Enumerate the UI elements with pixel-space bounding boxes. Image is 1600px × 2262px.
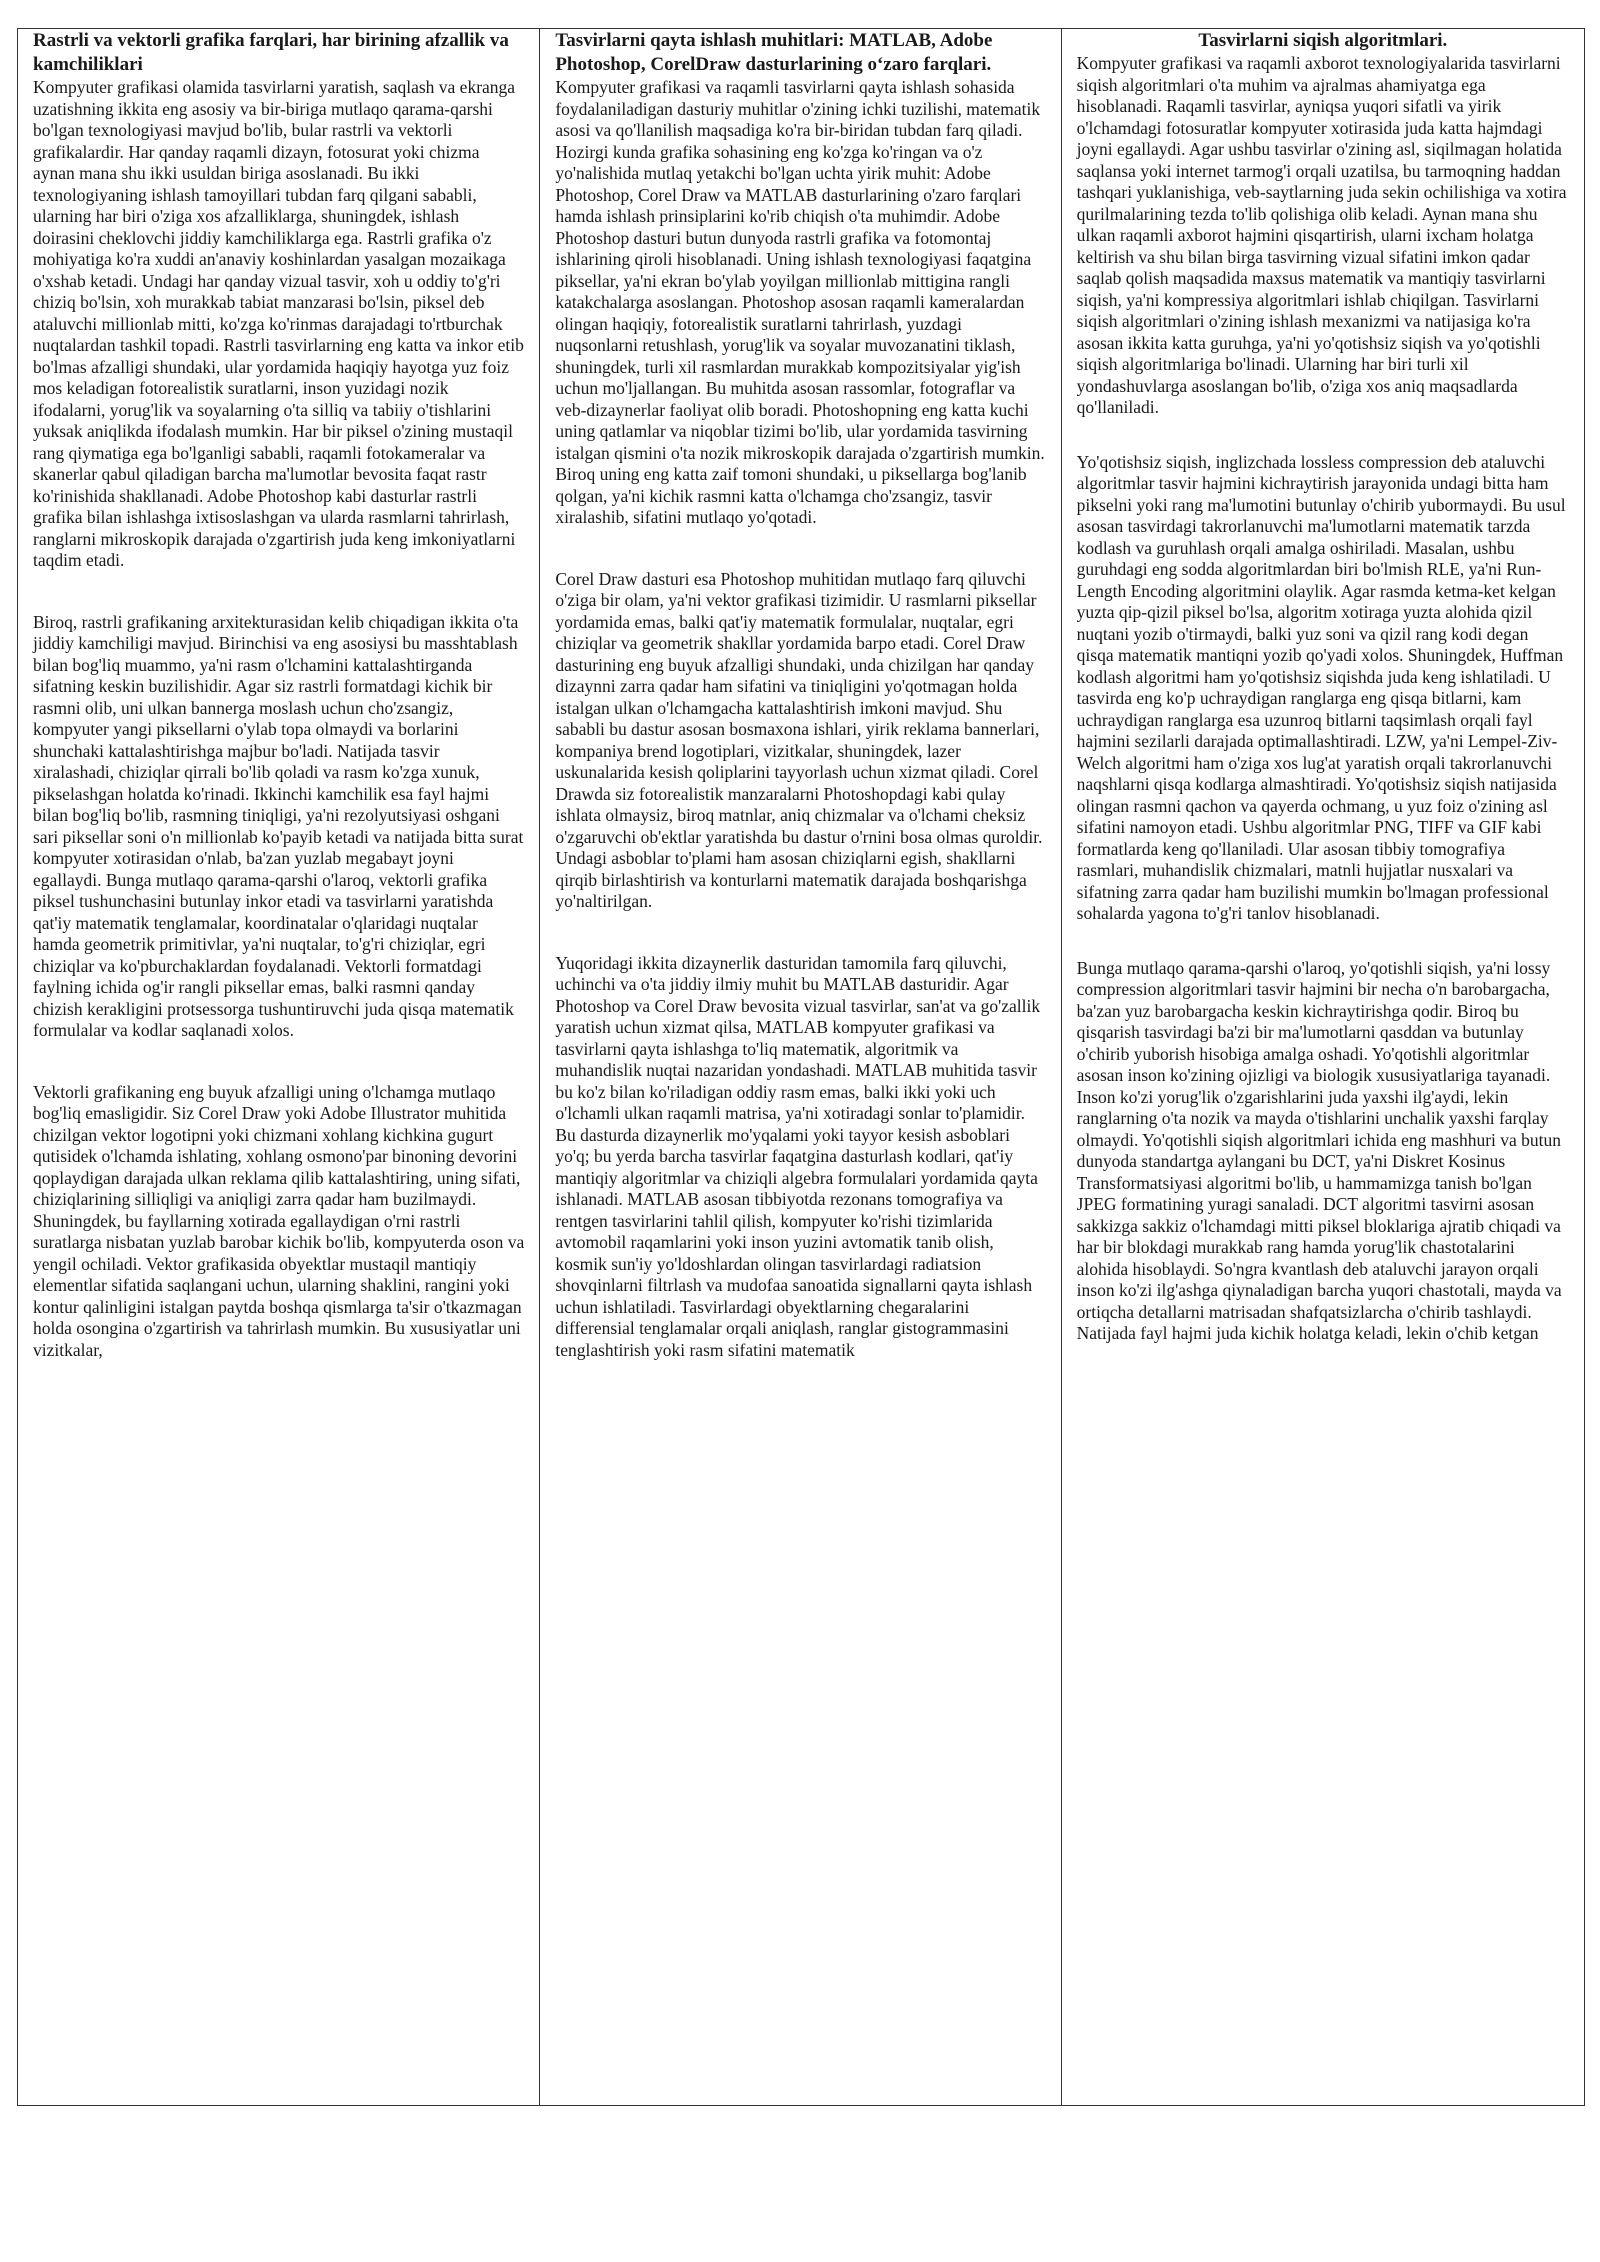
column-title: Rastrli va vektorli grafika farqlari, har birining afzallik va kamchiliklari xyxy=(33,30,509,75)
paragraph: Vektorli grafikaning eng buyuk afzalligi uning o'lchamga mutlaqo bog'liq emasligidir. Siz Corel Draw yoki Adobe Illustrator muhitida chizilgan vektor logotipni yoki chizmani xohlang kichkina gugurt qutisidek o'lchamda ishlating, xohlang osmono'par binoning devorini qoplaydigan darajada ulkan reklama qilib kattalashtiring, uning sifati, chiziqlarining silliqligi va aniqligi zarra qadar ham buzilmaydi. Shuningdek, bu fayllarning xotirada egallaydigan o'rni rastrli suratlarga nisbatan yuzlab barobar kichik bo'lib, kompyuterda oson va yengil ochiladi. Vektor grafikasida obyektlar mustaqil mantiqiy elementlar sifatida saqlangani uchun, ularning shaklini, rangini yoki kontur qalinligini istalgan paytda boshqa qismlarga ta'sir o'tkazmagan holda osongina o'zgartirish va tahrirlash mumkin. Bu xususiyatlar uni vizitkalar, xyxy=(33,1081,525,1360)
document-table xyxy=(17,28,1585,2106)
paragraph: Bunga mutlaqo qarama-qarshi o'laroq, yo'qotishli siqish, ya'ni lossy compression algoritmlari tasvir hajmini bir necha o'n barobargacha, ba'zan yuz barobargacha keskin kichraytirishga qodir. Biroq bu qisqarish tasvirdagi ba'zi bir ma'lumotlarni qasddan va butunlay o'chirib yuborish hisobiga amalga oshadi. Yo'qotishli algoritmlar asosan inson ko'zining ojizligi va biologik xususiyatlariga tayanadi. Inson ko'zi yorug'lik o'zgarishlarini juda yaxshi ilg'aydi, lekin ranglarning o'ta nozik va mayda o'tishlarini unchalik yaxshi farqlay olmaydi. Yo'qotishli siqish algoritmlari ichida eng mashhuri va butun dunyoda standartga aylangani bu DCT, ya'ni Diskret Kosinus Transformatsiyasi algoritmi bo'lib, u hammamizga tanish bo'lgan JPEG formatining yuragi sanaladi. DCT algoritmi tasvirni asosan sakkizga sakkiz o'lchamdagi mitti piksel bloklariga ajratib chiqadi va har bir blokdagi murakkab rang hamda yorug'lik chastotalarini alohida hisoblaydi. So'ngra kvantlash deb ataluvchi jarayon orqali inson ko'zi ilg'ashga qiynaladigan barcha yuqori chastotali, mayda va ortiqcha detallarni matrisadan shafqatsizlarcha o'chirib tashlaydi. Natijada fayl hajmi juda kichik holatga keladi, lekin o'chib ketgan xyxy=(1076,957,1562,1343)
column-raster-vector xyxy=(18,29,539,2105)
column-image-processing-tools xyxy=(539,29,1060,2105)
paragraph: Corel Draw dasturi esa Photoshop muhitidan mutlaqo farq qiluvchi o'ziga bir olam, ya'ni vektor grafikasi tizimidir. U rasmlarni piksellar yordamida emas, balki qat'iy matematik formulalar, nuqtalar, egri chiziqlar va geometrik shakllar yordamida barpo etadi. Corel Draw dasturining eng buyuk afzalligi shundaki, unda chizilgan har qanday dizaynni zarra qadar ham sifatini va tiniqligini yo'qotmagan holda istalgan ulkan o'lchamgacha kattalashtirish imkoni mavjud. Shu sababli bu dastur asosan bosmaxona ishlari, yirik reklama bannerlari, kompaniya brend logotiplari, vizitkalar, shuningdek, lazer uskunalarida kesish qoliplarini tayyorlash uchun xizmat qiladi. Corel Drawda siz fotorealistik manzaralarni Photoshopdagi kabi qulay ishlata olmaysiz, biroq matnlar, aniq chizmalar va o'lchami cheksiz o'zgaruvchi ob'ektlar yaratishda bu dastur o'rnini bosa olmas quroldir. Undagi asboblar to'plami ham asosan chiziqlarni egish, shakllarni qirqib birlashtirish va konturlarni matematik darajada boshqarishga yo'naltirilgan. xyxy=(555,568,1043,911)
column-title: Tasvirlarni siqish algoritmlari. xyxy=(1198,30,1448,51)
paragraph: Biroq, rastrli grafikaning arxitekturasidan kelib chiqadigan ikkita o'ta jiddiy kamchiligi mavjud. Birinchisi va eng asosiysi bu masshtablash bilan bog'liq muammo, ya'ni rasm o'lchamini kattalashtirganda sifatning keskin buzilishidir. Agar siz rastrli formatdagi kichik bir rasmni olib, uni ulkan bannerga moslash uchun cho'zsangiz, kompyuter yangi piksellarni o'ylab topa olmaydi va borlarini shunchaki kattalashtirishga majbur bo'ladi. Natijada tasvir xiralashadi, chiziqlar qirrali bo'lib qoladi va rasm ko'zga xunuk, pikselashgan holatda ko'rinadi. Ikkinchi kamchilik esa fayl hajmi bilan bog'liq bo'lib, rasmning tiniqligi, ya'ni rezolyutsiyasi oshgani sari piksellar soni o'n millionlab ko'payib ketadi va natijada bitta surat kompyuter xotirasidan o'nlab, ba'zan yuzlab megabayt joyni egallaydi. Bunga mutlaqo qarama-qarshi o'laroq, vektorli grafika piksel tushunchasini butunlay inkor etadi va tasvirlarni yaratishda qat'iy matematik tenglamalar, koordinatalar o'qlaridagi nuqtalar hamda geometrik primitivlar, ya'ni nuqtalar, to'g'ri chiziqlar, egri chiziqlar va ko'pburchaklardan foydalanadi. Vektorli formatdagi faylning ichida og'ir rangli piksellar emas, balki rasmni qanday chizish kerakligini protsessorga tushuntiruvchi juda qisqa matematik formulalar va kodlar saqlanadi xolos. xyxy=(33,611,524,1040)
paragraph: Yo'qotishsiz siqish, inglizchada lossless compression deb ataluvchi algoritmlar tasvir hajmini kichraytirish jarayonida undagi bitta ham pikselni yoki rang ma'lumotini butunlay o'chirib yubormaydi. Bu usul asosan tasvirdagi takrorlanuvchi ma'lumotlarni matematik tarzda kodlash va guruhlash orqali amalga oshiriladi. Masalan, ushbu guruhdagi eng sodda algoritmlardan biri bo'lmish RLE, ya'ni Run-Length Encoding algoritmini olaylik. Agar rasmda ketma-ket kelgan yuzta qip-qizil piksel bo'lsa, algoritm xotiraga yuzta alohida qizil nuqtani yozib o'tirmaydi, balki yuz soni va qizil rang kodi degan qisqa matematik mantiqni yozib qo'yadi xolos. Shuningdek, Huffman kodlash algoritmi ham yo'qotishsiz siqishda juda keng ishlatiladi. U tasvirda eng ko'p uchraydigan ranglarga eng qisqa bitlarni, kam uchraydigan ranglarga esa uzunroq bitlarni taqsimlash orqali fayl hajmini sezilarli darajada optimallashtiradi. LZW, ya'ni Lempel-Ziv-Welch algoritmi ham o'ziga xos lug'at yaratish orqali takrorlanuvchi naqshlarni qisqa kodlarga almashtiradi. Yo'qotishsiz siqish natijasida olingan rasmni qachon va qayerda ochmang, u yuz foiz o'zining asl sifatini namoyon etadi. Ushbu algoritmlar PNG, TIFF va GIF kabi formatlarda keng qo'llaniladi. Ular asosan tibbiy tomografiya rasmlari, muhandislik chizmalari, matnli hujjatlar nusxalari va sifatning zarra qadar ham buzilishi mumkin bo'lmagan professional sohalarda yagona to'g'ri tanlov hisoblanadi. xyxy=(1076,451,1566,923)
column-compression-algorithms xyxy=(1061,29,1584,2105)
column-title: Tasvirlarni qayta ishlash muhitlari: MATLAB, Adobe Photoshop, CorelDraw dasturlarining o‘zaro farqlari. xyxy=(555,30,993,75)
paragraph: Kompyuter grafikasi va raqamli tasvirlarni qayta ishlash sohasida foydalaniladigan dasturiy muhitlar o'zining ichki tuzilishi, matematik asosi va qo'llanilish maqsadiga ko'ra bir-biridan tubdan farq qiladi. Hozirgi kunda grafika sohasining eng ko'zga ko'ringan va o'z yo'nalishida mutlaq yetakchi bo'lgan uchta yirik muhit: Adobe Photoshop, Corel Draw va MATLAB dasturlarining o'zaro farqlari hamda ishlash prinsiplarini ko'rib chiqish o'ta muhimdir. Adobe Photoshop dasturi butun dunyoda rastrli grafika va fotomontaj ishlarining qiroli hisoblanadi. Uning ishlash texnologiyasi faqatgina piksellar, ya'ni ekran bo'ylab yoyilgan millionlab mittigina rangli katakchalarga asoslangan. Photoshop asosan raqamli kameralardan olingan haqiqiy, fotorealistik suratlarni tahrirlash, yuzdagi nuqsonlarni retushlash, yorug'lik va soyalar muvozanatini tiklash, shuningdek, turli xil rasmlardan murakkab kompozitsiyalar yig'ish uchun mo'ljallangan. Bu muhitda asosan rassomlar, fotograflar va veb-dizaynerlar faoliyat olib boradi. Photoshopning eng katta kuchi uning qatlamlar va niqoblar tizimi bo'lib, ular yordamida tasvirning istalgan qismini o'ta nozik mikroskopik darajada o'zgartirish mumkin. Biroq uning eng katta zaif tomoni shundaki, u piksellarga bog'lanib qolgan, ya'ni kichik rasmni katta o'lchamga cho'zsangiz, tasvir xiralashib, sifatini mutlaqo yo'qotadi. xyxy=(555,77,1045,527)
paragraph: Kompyuter grafikasi va raqamli axborot texnologiyalarida tasvirlarni siqish algoritmlari o'ta muhim va ajralmas ahamiyatga ega hisoblanadi. Raqamli tasvirlar, ayniqsa yuqori sifatli va yirik o'lchamdagi fotosuratlar kompyuter xotirasida juda katta hajmdagi joyni egallaydi. Agar ushbu tasvirlar o'zining asl, siqilmagan holatida saqlansa yoki internet tarmog'i orqali uzatilsa, bu tarmoqning haddan tashqari yuklanishiga, veb-saytlarning juda sekin ochilishiga va xotira qurilmalarining tezda to'lib qolishiga olib keladi. Aynan mana shu ulkan raqamli axborot hajmini qisqartirish, ularni ixcham holatga keltirish va shu bilan birga tasvirning vizual sifatini imkon qadar saqlab qolish maqsadida maxsus matematik va mantiqiy tasvirlarni siqish, ya'ni kompressiya algoritmlari ishlab chiqilgan. Tasvirlarni siqish algoritmlari o'zining ishlash mexanizmi va natijasiga ko'ra asosan ikkita katta guruhga, ya'ni yo'qotishsiz siqish va yo'qotishli siqish algoritmlariga bo'linadi. Ularning har biri turli xil yondashuvlarga asoslangan bo'lib, o'ziga xos aniq maqsadlarda qo'llaniladi. xyxy=(1076,53,1567,417)
paragraph: Kompyuter grafikasi olamida tasvirlarni yaratish, saqlash va ekranga uzatishning ikkita eng asosiy va bir-biriga mutlaqo qarama-qarshi bo'lgan texnologiyasi mavjud bo'lib, bular rastrli va vektorli grafikalardir. Har qanday raqamli dizayn, fotosurat yoki chizma aynan mana shu ikki usuldan biriga asoslanadi. Bu ikki texnologiyaning ishlash tamoyillari tubdan farq qilgani sababli, ularning har biri o'ziga xos afzalliklarga, shuningdek, ishlash doirasini cheklovchi jiddiy kamchiliklarga ega. Rastrli grafika o'z mohiyatiga ko'ra xuddi an'anaviy koshinlardan yasalgan mozaikaga o'xshab ketadi. Undagi har qanday vizual tasvir, xoh u oddiy to'g'ri chiziq bo'lsin, xoh murakkab tabiat manzarasi bo'lsin, piksel deb ataluvchi millionlab mitti, ko'zga ko'rinmas darajadagi to'rtburchak nuqtalardan tashkil topadi. Rastrli tasvirlarning eng katta va inkor etib bo'lmas afzalligi shundaki, ular yordamida haqiqiy hayotga yuz foiz mos keladigan fotorealistik suratlarni, inson yuzidagi nozik ifodalarni, yorug'lik va soyalarning o'ta silliq va tabiiy o'tishlarini yuksak aniqlikda ifodalash mumkin. Har bir piksel o'zining mustaqil rang qiymatiga ega bo'lganligi sababli, raqamli fotokameralar va skanerlar qabul qiladigan barcha ma'lumotlar bevosita faqat rastr ko'rinishida shakllanadi. Adobe Photoshop kabi dasturlar rastrli grafika bilan ishlashga ixtisoslashgan va ularda rasmlarni tahrirlash, ranglarni mikroskopik darajada o'zgartirish juda keng imkoniyatlarni taqdim etadi. xyxy=(33,77,524,570)
paragraph: Yuqoridagi ikkita dizaynerlik dasturidan tamomila farq qiluvchi, uchinchi va o'ta jiddiy ilmiy muhit bu MATLAB dasturidir. Agar Photoshop va Corel Draw bevosita vizual tasvirlar, san'at va go'zallik yaratish uchun xizmat qilsa, MATLAB kompyuter grafikasi va tasvirlarni qayta ishlashga to'liq matematik, algoritmik va muhandislik nuqtai nazaridan yondashadi. MATLAB muhitida tasvir bu ko'z bilan ko'riladigan oddiy rasm emas, balki ikki yoki uch o'lchamli ulkan raqamli matrisa, ya'ni xotiradagi sonlar to'plamidir. Bu dasturda dizaynerlik mo'yqalami yoki tayyor kesish asboblari yo'q; bu yerda barcha tasvirlar faqatgina dasturlash kodlari, qat'iy mantiqiy algoritmlar va chiziqli algebra formulalari yordamida qayta ishlanadi. MATLAB asosan tibbiyotda rezonans tomografiya va rentgen tasvirlarini tahlil qilish, kompyuter ko'rishi tizimlarida avtomobil raqamlarini yoki inson yuzini avtomatik tanib olish, kosmik sun'iy yo'ldoshlardan olingan tasvirlardagi radiatsion shovqinlarni filtrlash va mudofaa sanoatida signallarni qayta ishlash uchun ishlatiladi. Tasvirlardagi obyektlarning chegaralarini differensial tenglamalar orqali aniqlash, ranglar gistogrammasini tenglashtirish yoki rasm sifatini matematik xyxy=(555,952,1041,1360)
